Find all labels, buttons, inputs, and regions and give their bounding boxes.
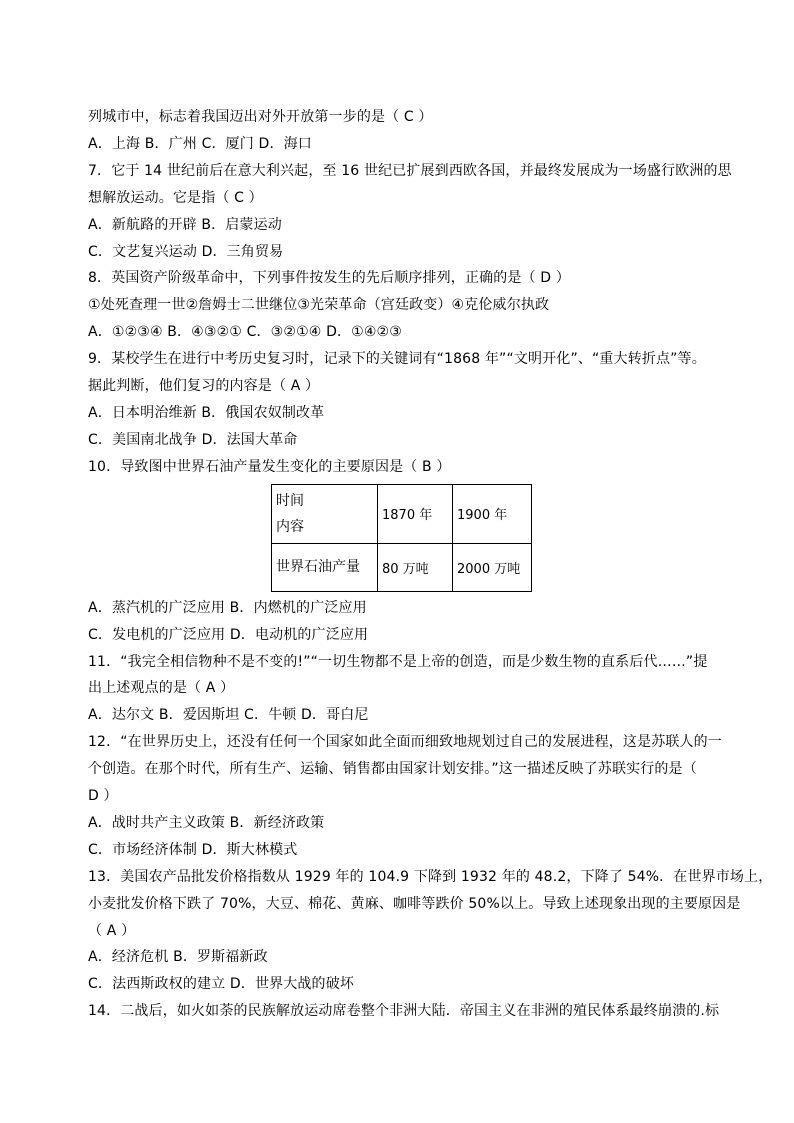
text-line: ①处死查理一世②詹姆士二世继位③光荣革命（宫廷政变）④克伦威尔执政 — [88, 297, 550, 314]
question-12-line: 12．“在世界历史上，还没有任何一个国家如此全面而细致地规划过自己的发展进程，这是苏联人的一 — [88, 734, 722, 751]
question-14-line: 14．二战后，如火如荼的民族解放运动席卷整个非洲大陆．帝国主义在非洲的殖民体系最终崩溃的.标 — [88, 1003, 720, 1020]
table-row — [272, 543, 532, 591]
text-line: A．新航路的开辟 B．启蒙运动 — [88, 216, 282, 233]
text-line: 列城市中，标志着我国迈出对外开放第一步的是（ C ） — [88, 109, 433, 125]
question-13-line: 13．美国农产品批发价格指数从 1929 年的 104.9 下降到 1932 年的 48.2，下降了 54%．在世界市场上， — [88, 868, 773, 885]
question-11-line: 11．“我完全相信物种不是不变的!”“一切生物都不是上帝的创造，而是少数生物的直系后代……”提 — [88, 653, 708, 670]
table-header-content: 内容 — [276, 518, 304, 535]
text-line: 出上述观点的是（ A ） — [88, 680, 235, 697]
text-line: D ） — [88, 788, 118, 805]
table-row — [272, 484, 532, 543]
text-line: 据此判断，他们复习的内容是（ A ） — [88, 378, 320, 395]
table-cell-1870: 80 万吨 — [378, 543, 453, 591]
text-line: （ A ） — [88, 922, 136, 939]
text-line: A．蒸汽机的广泛应用 B．内燃机的广泛应用 — [88, 599, 367, 616]
text-line: C．文艺复兴运动 D．三角贸易 — [88, 243, 284, 260]
exam-page — [88, 104, 773, 1025]
text-line: A．经济危机 B．罗斯福新政 — [88, 949, 268, 966]
table-header-cell — [272, 484, 378, 543]
table-col-1900: 1900 年 — [453, 484, 532, 543]
text-line: C．市场经济体制 D．斯大林模式 — [88, 841, 298, 858]
text-line: A．达尔文 B．爱因斯坦 C．牛顿 D．哥白尼 — [88, 707, 369, 724]
text-line: A．日本明治维新 B．俄国农奴制改革 — [88, 404, 325, 421]
question-10-line: 10．导致图中世界石油产量发生变化的主要原因是（ B ） — [88, 458, 451, 475]
question-7-line: 7．它于 14 世纪前后在意大利兴起，至 16 世纪已扩展到西欧各国，并最终发展成为一场盛行欧洲的思 — [88, 162, 732, 179]
text-line: C．美国南北战争 D．法国大革命 — [88, 431, 298, 448]
text-line: 小麦批发价格下跌了 70%，大豆、棉花、黄麻、咖啡等跌价 50%以上。导致上述现象出现的主要原因是 — [88, 895, 741, 912]
table-row-label: 世界石油产量 — [272, 543, 378, 591]
text-line: 想解放运动。它是指（ C ） — [88, 189, 263, 206]
oil-production-table — [271, 484, 532, 592]
text-line: A．①②③④ B．④③②① C．③②①④ D．①④②③ — [88, 324, 402, 341]
text-line: A．战时共产主义政策 B．新经济政策 — [88, 814, 325, 831]
table-col-1870: 1870 年 — [378, 484, 453, 543]
text-line: C．法西斯政权的建立 D．世界大战的破坏 — [88, 976, 355, 993]
table-header-time: 时间 — [276, 492, 304, 509]
text-line: A．上海 B．广州 C．厦门 D．海口 — [88, 135, 312, 152]
question-9-line: 9．某校学生在进行中考历史复习时，记录下的关键词有“1868 年”“文明开化”、“重大转折点”等。 — [88, 351, 706, 368]
text-line: C．发电机的广泛应用 D．电动机的广泛应用 — [88, 626, 369, 643]
question-8-line: 8．英国资产阶级革命中，下列事件按发生的先后顺序排列，正确的是（ D ） — [88, 270, 570, 287]
table-cell-1900: 2000 万吨 — [453, 543, 532, 591]
text-line: 个创造。在那个时代，所有生产、运输、销售都由国家计划安排。”这一描述反映了苏联实行的是（ — [88, 761, 697, 778]
